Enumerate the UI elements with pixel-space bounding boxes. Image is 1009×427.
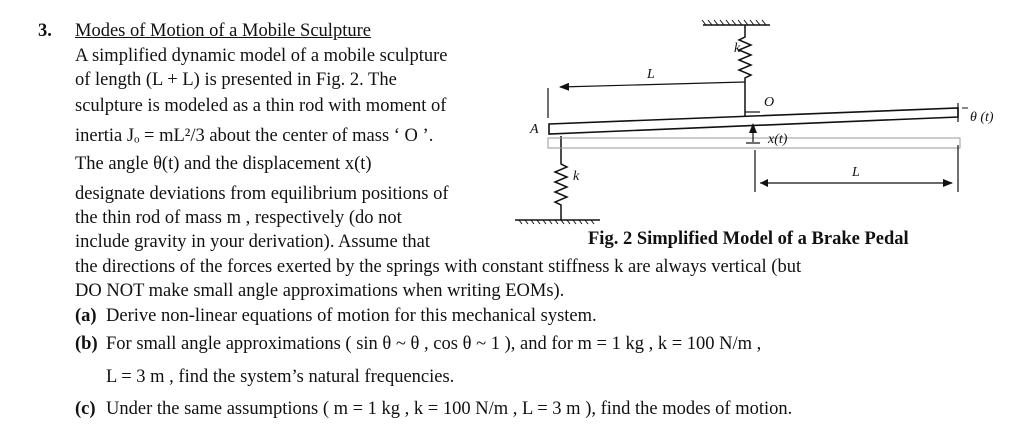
part-text-c: Under the same assumptions ( m = 1 kg , k = 100 N/m , L = 3 m ), find the modes of motion. — [106, 399, 793, 419]
bottom-ground — [515, 220, 600, 224]
top-spring — [739, 25, 751, 122]
spring-top-k-label: k — [734, 41, 741, 56]
part-text-b-cont: L = 3 m , find the system’s natural frequencies. — [106, 367, 455, 387]
angle-label: θ (t) — [970, 110, 994, 125]
body-line: designate deviations from equilibrium positions of — [75, 184, 449, 204]
problem-title: Modes of Motion of a Mobile Sculpture — [75, 21, 371, 41]
length-left-dimension — [560, 82, 745, 87]
body-line: the thin rod of mass m , respectively (do not — [75, 208, 402, 228]
part-label-b: (b) — [75, 334, 98, 354]
body-line: include gravity in your derivation). Assume that — [75, 232, 431, 252]
part-label-a: (a) — [75, 306, 97, 326]
length-right-label: L — [852, 165, 860, 180]
body-line: the directions of the forces exerted by the springs with constant stiffness k are always vertical (but — [75, 257, 802, 277]
part-text-a: Derive non-linear equations of motion for this mechanical system. — [106, 306, 597, 326]
spring-bottom-k-label: k — [573, 169, 580, 184]
displacement-arrow — [746, 124, 760, 143]
body-line: of length (L + L) is presented in Fig. 2. The — [75, 70, 397, 90]
body-line: The angle θ(t) and the displacement x(t) — [75, 154, 372, 174]
part-label-c: (c) — [75, 399, 96, 419]
end-a-label: A — [530, 122, 539, 137]
displacement-label: x(t) — [768, 132, 788, 147]
problem-number: 3. — [38, 21, 52, 41]
top-ground — [702, 20, 770, 25]
center-o-label: O — [764, 95, 775, 110]
body-line: sculpture is modeled as a thin rod with moment of — [75, 96, 447, 116]
figure-caption: Fig. 2 Simplified Model of a Brake Pedal — [588, 229, 909, 249]
part-text-b: For small angle approximations ( sin θ ~ θ , cos θ ~ 1 ), and for m = 1 kg , k = 100 N/m , — [106, 334, 762, 354]
body-line: inertia Jₒ = mL²/3 about the center of mass ‘ O ’. — [75, 126, 434, 146]
body-line: DO NOT make small angle approximations when writing EOMs). — [75, 281, 565, 301]
body-line: A simplified dynamic model of a mobile sculpture — [75, 46, 448, 66]
length-left-label: L — [647, 67, 655, 82]
angle-indicator — [958, 103, 968, 122]
bottom-spring — [555, 136, 567, 220]
